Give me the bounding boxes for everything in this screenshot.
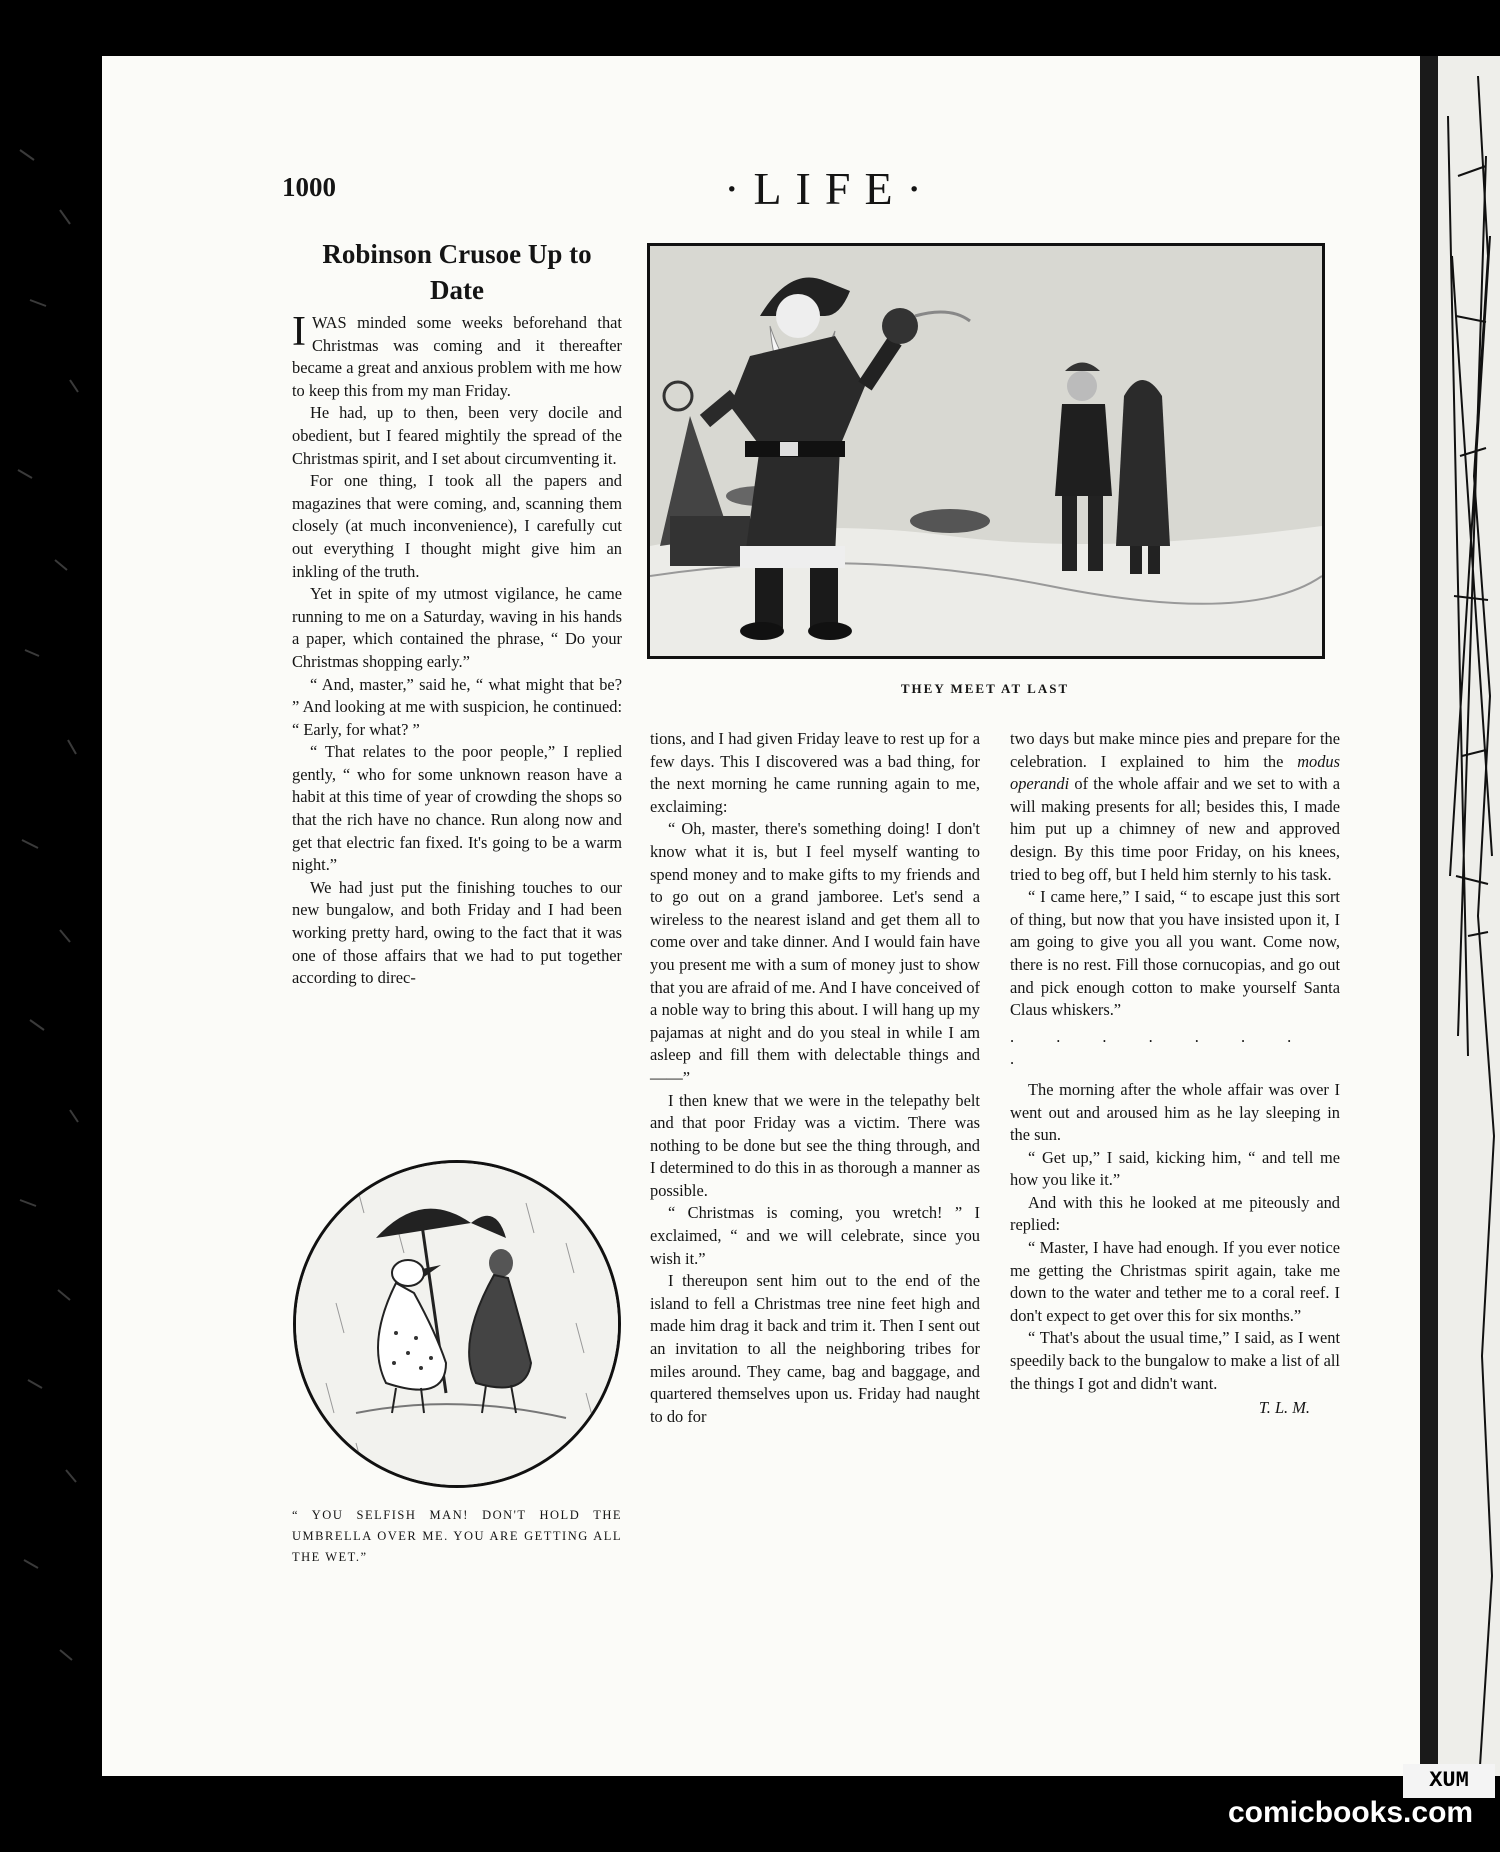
paragraph: I then knew that we were in the telepathy belt and that poor Friday was a victim. There was nothing to be done but see the thing through, and I determined to do this in as thorough a manner as possible.	[650, 1090, 980, 1200]
paragraph: “ Master, I have had enough. If you ever notice me getting the Christmas spirit again, take me down to the water and tether me to a coral reef. I don't expect to get over this for six months.”	[1010, 1238, 1340, 1325]
santa-illustration	[647, 243, 1325, 659]
first-paragraph: IWAS minded some weeks beforehand that Christmas was coming and it thereafter became a great and anxious problem with me how to keep this from my man Friday.	[292, 309, 622, 400]
paragraph: Yet in spite of my utmost vigilance, he came running to me on a Saturday, waving in his hands a paper, which contained the phrase, “ Do your Christmas shopping early.”	[292, 584, 622, 671]
paragraph: “ That's about the usual time,” I said, as I went speedily back to the bungalow to make a list of all the things I got and didn't want.	[1010, 1328, 1340, 1393]
paragraph: “ And, master,” said he, “ what might that be? ” And looking at me with suspicion, he continued: “ Early, for what? ”	[292, 674, 622, 739]
adjacent-page-edge	[1438, 56, 1500, 1776]
masthead-title: ·LIFE·	[724, 163, 936, 214]
santa-drawing	[650, 246, 1322, 656]
article-column-3	[1010, 728, 1340, 1420]
italic-phrase: modus operandi	[1010, 751, 1340, 794]
article-column-2	[650, 728, 980, 1428]
paragraph: For one thing, I took all the papers and magazines that were coming, and, scanning them closely (at much inconvenience), I carefully cut out everything I thought might give him an inkling of the truth.	[292, 471, 622, 581]
paragraph: We had just put the finishing touches to our new bungalow, and both Friday and I had been working pretty hard, owing to the fact that it was one of those affairs that we had to put together according to direc-	[292, 877, 622, 988]
paragraph: “ That relates to the poor people,” I replied gently, “ who for some unknown reason have a habit at this time of year of crowding the shops so that the rich have no chance. Run along now and get that electric fan fixed. It's going to be a warm night.”	[292, 742, 622, 875]
paragraph: “ I came here,” I said, “ to escape just this sort of thing, but now that you have insisted upon it, I am going to give you all you want. Come now, there is no rest. Fill those cornucopias, and go out and pick enough cotton to make yourself Santa Claus whiskers.”	[1010, 887, 1340, 1020]
paragraph: “ Christmas is coming, you wretch! ” I exclaimed, “ and we will celebrate, since you wish it.”	[650, 1203, 980, 1268]
page-spine	[1420, 56, 1438, 1776]
paragraph: He had, up to then, been very docile and obedient, but I feared mightily the spread of the Christmas spirit, and I set about circumventing it.	[292, 403, 622, 468]
page-number: 1000	[282, 172, 336, 202]
author-signature: T. L. M.	[1258, 1398, 1310, 1418]
section-break-dots: . . . . . . . .	[1010, 1026, 1311, 1069]
ducks-caption: “ YOU SELFISH MAN! DON'T HOLD THE UMBRELLA OVER ME. YOU ARE GETTING ALL THE WET.”	[292, 1508, 622, 1564]
paragraph: two days but make mince pies and prepare for the celebration. I explained to him the modus operandi of the whole affair and we set to with a will making presents for all; besides this, I made him put up a chimney of new and approved design. By this time poor Friday, on his knees, tried to beg off, but I held him sternly to his task.	[1010, 729, 1340, 884]
site-watermark: comicbooks.com	[1228, 1796, 1474, 1829]
paragraph: I thereupon sent him out to the end of the island to fell a Christmas tree nine feet high and made him drag it back and trim it. Then I sent out an invitation to all the neighboring tribes for miles around. They came, bag and baggage, and quartered themselves upon us. Friday had naught to do for	[650, 1271, 980, 1426]
scan-background-left	[0, 0, 102, 1852]
catalog-mark: XUM	[1403, 1764, 1495, 1798]
paragraph: And with this he looked at me piteously and replied:	[1010, 1192, 1340, 1235]
ducks-umbrella-illustration	[293, 1160, 621, 1488]
ducks-drawing	[296, 1163, 618, 1485]
paragraph: The morning after the whole affair was over I went out and aroused him as he lay sleeping in the sun.	[1010, 1079, 1340, 1145]
article-column-1	[292, 309, 622, 990]
drop-cap: I	[292, 309, 306, 355]
paragraph: tions, and I had given Friday leave to rest up for a few days. This I discovered was a bad thing, for the next morning he came running again to me, exclaiming:	[650, 729, 980, 816]
paragraph: “ Oh, master, there's something doing! I don't know what it is, but I feel myself wanting to spend money and to make gifts to my friends and to go out on a grand jamboree. Let's send a wireless to the nearest island and get them all to come over and take dinner. And I would fain have you present me with a sum of money just to show that you are afraid of me. And I have conceived of a noble way to bring this about. I will hang up my pajamas at night and do you steal in while I am asleep and fill them with delectable things and——”	[650, 819, 980, 1087]
santa-caption: THEY MEET AT LAST	[900, 681, 1070, 696]
paragraph: “ Get up,” I said, kicking him, “ and tell me how you like it.”	[1010, 1147, 1340, 1190]
article-title: Robinson Crusoe Up to Date	[322, 239, 592, 305]
